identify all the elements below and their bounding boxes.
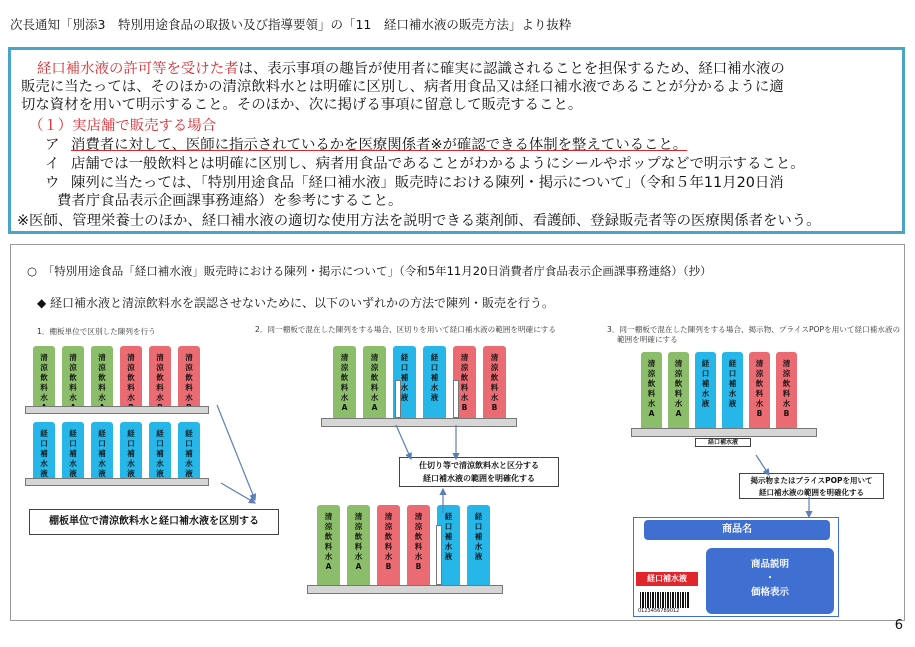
excerpt-line-2: 販売に当たっては、そのほかの清涼飲料水とは明確に区別し、病者用食品又は経口補水液であることが分かるように適 (21, 79, 784, 95)
product-bottle: 経 口 補 水 液 (423, 346, 446, 418)
panel3-caption-2: 範囲を明確にする (617, 335, 678, 344)
panel3-arrow (756, 455, 769, 475)
ors-bottle: 経 口 補 水 液 (120, 422, 142, 478)
panel1-arrow-top (217, 405, 255, 500)
panel1-caption: 1．棚板単位で区別した陳列を行う (37, 327, 156, 336)
excerpt-red-lead: 経口補水液の許可等を受けた者 (37, 61, 239, 77)
panel2-caption: 2．同一棚板で混在した陳列をする場合、区切りを用いて経口補水液の範囲を明確にする (255, 325, 556, 334)
product-bottle: 清 涼 飲 料 水 (33, 346, 55, 406)
product-bottle: 清 涼 飲 料 水 B (453, 346, 476, 418)
product-bottle: 清 涼 飲 料 水 B (483, 346, 506, 418)
product-bottle: 清 涼 飲 料 水 A (641, 352, 662, 428)
item-u-text-2: 費者庁食品表示企画課事務連絡）を参考にすること。 (57, 193, 403, 209)
section-heading: （１）実店舗で販売する場合 (29, 118, 217, 134)
product-bottle: 経 口 補 水 液 (437, 505, 460, 585)
panel2-arrow-1 (396, 425, 411, 459)
panel2-label: 仕切り等で清涼飲料水と区分する 経口補水液の範囲を明確化する (399, 457, 559, 487)
arrows-overlay (11, 245, 904, 620)
panel3-caption-1: 3．同一棚板で混在した陳列をする場合、掲示物、プライスPOPを用いて経口補水液の (607, 325, 901, 334)
figure-title: ○ 「特別用途食品「経口補水液」販売時における陳列・掲示について」（令和5年11月20日消費者庁食品表示企画課事務連絡）（抄） (27, 264, 712, 278)
product-bottle: 清 涼 飲 料 水 (149, 346, 171, 406)
ors-bottle: 経 口 補 水 液 (91, 422, 113, 478)
pop-product-name: 商品名 (644, 520, 830, 540)
excerpt-box (8, 47, 905, 234)
product-bottle: 経 口 補 水 液 (393, 346, 416, 418)
product-bottle: 清 涼 飲 料 水 (120, 346, 142, 406)
product-bottle: 清 涼 飲 料 水 A (333, 346, 356, 418)
display-figure (10, 244, 905, 621)
product-bottle: 清 涼 飲 料 水 B (407, 505, 430, 585)
product-bottle: 経 口 補 水 液 (467, 505, 490, 585)
product-bottle: 清 涼 飲 料 水 A (668, 352, 689, 428)
product-bottle: 清 涼 飲 料 水 B (749, 352, 770, 428)
product-bottle: 清 涼 飲 料 水 B (776, 352, 797, 428)
product-bottle: 清 涼 飲 料 水 (91, 346, 113, 406)
shelf-price-tag: 経口補水液 (695, 438, 751, 447)
product-bottle: 経 口 補 水 液 (722, 352, 743, 428)
panel3-label: 掲示物またはプライスPOPを用いて 経口補水液の範囲を明確化する (739, 473, 884, 499)
pop-description: 商品説明 ・ 価格表示 (706, 548, 834, 614)
product-bottle: 清 涼 飲 料 水 B (377, 505, 400, 585)
product-bottle: 清 涼 飲 料 水 A (347, 505, 370, 585)
item-a-mark: ア (45, 137, 60, 153)
product-bottle: 清 涼 飲 料 水 A (363, 346, 386, 418)
panel1-label: 棚板単位で清涼飲料水と経口補水液を区別する (29, 509, 279, 535)
page-number: 6 (894, 618, 903, 633)
product-bottle: 清 涼 飲 料 水 (178, 346, 200, 406)
item-a-text: 消費者に対して、医師に指示されているかを医療関係者※が確認できる体制を整えていること。 (71, 137, 688, 153)
pop-barcode-number: 0123456789012 (638, 608, 680, 614)
product-bottle: 経 口 補 水 液 (695, 352, 716, 428)
excerpt-note: ※医師、管理栄養士のほか、経口補水液の適切な使用方法を説明できる薬剤師、看護師、登録販売者等の医療関係者をいう。 (17, 213, 821, 229)
document-header: 次長通知「別添3 特別用途食品の取扱い及び指導要領」の「11 経口補水液の販売方法」より抜粋 (10, 17, 572, 32)
item-u-mark: ウ (45, 175, 60, 191)
ors-bottle: 経 口 補 水 液 (62, 422, 84, 478)
excerpt-line-3: 切な資材を用いて明示すること。そのほか、次に掲げる事項に留意して販売すること。 (21, 97, 583, 113)
product-bottle: 清 涼 飲 料 水 A (317, 505, 340, 585)
item-u-text: 陳列に当たっては、「特別用途食品「経口補水液」販売時における陳列・掲示について」（令和５年11月20日消 (71, 175, 784, 191)
excerpt-line-1: 経口補水液の許可等を受けた者は、表示事項の趣旨が使用者に確実に認識されることを担保するため、経口補水液の (37, 61, 785, 77)
figure-subtitle: ◆ 経口補水液と清涼飲料水を誤認させないために、以下のいずれかの方法で陳列・販売を行う。 (37, 296, 555, 310)
ors-bottle: 経 口 補 水 液 (178, 422, 200, 478)
pop-ors-badge: 経口補水液 (636, 572, 698, 586)
product-bottle: 清 涼 飲 料 水 (62, 346, 84, 406)
ors-bottle: 経 口 補 水 液 (33, 422, 55, 478)
ors-bottle: 経 口 補 水 液 (149, 422, 171, 478)
item-i-mark: イ (45, 156, 60, 172)
item-i-text: 店舗では一般飲料とは明確に区別し、病者用食品であることがわかるようにシールやポップなどで明示すること。 (71, 156, 805, 172)
